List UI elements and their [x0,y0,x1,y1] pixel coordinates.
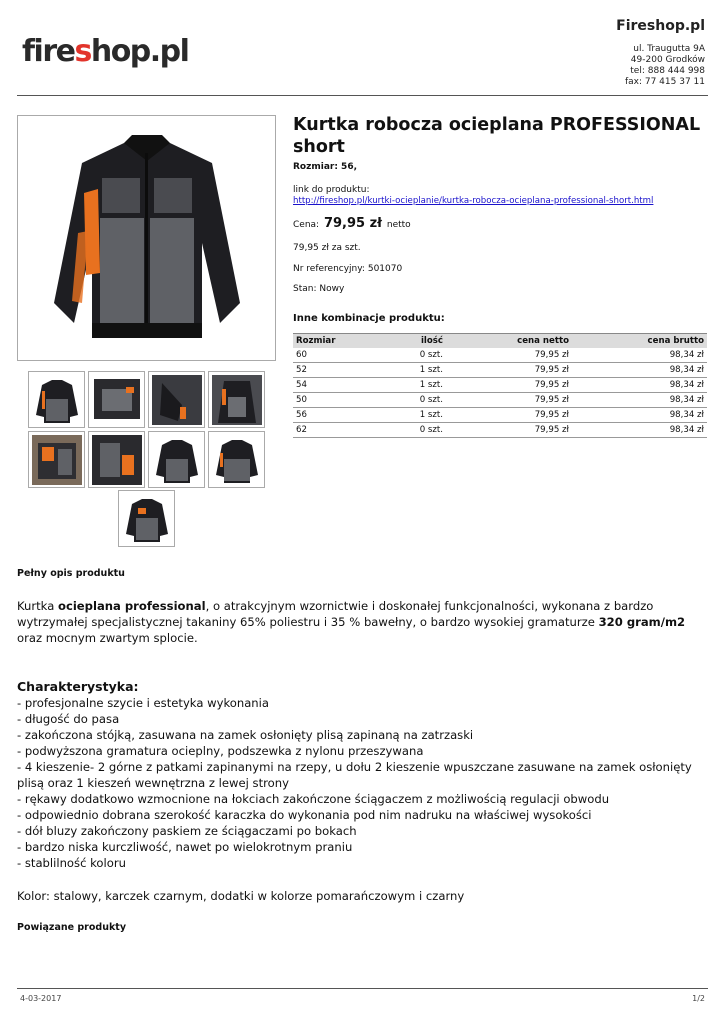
col-qty: ilość [353,334,446,348]
cell-qty: 0 szt. [353,423,446,438]
cell-gross: 98,34 zł [572,393,707,408]
address-street: ul. Traugutta 9A [633,44,705,54]
price-value: 79,95 zł [323,216,382,231]
price-suffix: netto [386,220,411,230]
table-row [293,363,707,378]
table-row [293,348,707,363]
color-info: Kolor: stalowy, karczek czarnym, dodatki w kolorze pomarańczowym i czarny [17,889,465,903]
thumbnail-1[interactable] [28,371,85,428]
list-item: - odpowiednio dobrana szerokość karaczka do wykonania pod nim nadruku na właściwej wysokości [17,808,592,822]
description-heading: Pełny opis produktu [17,568,125,579]
list-item: - długość do pasa [17,712,120,726]
jacket-image [42,123,252,353]
product-title: Kurtka robocza ocieplana PROFESSIONAL short [293,115,701,157]
cell-size: 54 [293,378,353,393]
table-row [293,423,707,438]
thumbnail-9[interactable] [118,490,175,547]
address-phone: tel: 888 444 998 [630,66,705,76]
table-row [293,408,707,423]
thumbnail-4[interactable] [208,371,265,428]
cell-size: 62 [293,423,353,438]
product-size: Rozmiar: 56, [293,162,358,172]
list-item: - profesjonalne szycie i estetyka wykonania [17,696,269,710]
cell-gross: 98,34 zł [572,378,707,393]
jacket-sleeve-icon [152,375,202,425]
jacket-alt-icon [122,494,172,544]
features-heading: Charakterystyka: [17,679,139,694]
price-label: Cena: [293,220,320,230]
thumbnail-7[interactable] [148,431,205,488]
address-city: 49-200 Grodków [630,55,705,65]
cell-gross: 98,34 zł [572,348,707,363]
jacket-back-icon [212,435,262,485]
cell-qty: 0 szt. [353,393,446,408]
jacket-thumb-icon [32,375,82,425]
cell-qty: 1 szt. [353,378,446,393]
cell-net: 79,95 zł [446,423,572,438]
cell-qty: 0 szt. [353,348,446,363]
logo-rest: hop.pl [90,34,189,69]
product-link[interactable]: http://fireshop.pl/kurtki-ocieplanie/kurtka-robocza-ocieplana-professional-short.html [293,196,654,206]
list-item: - bardzo niska kurczliwość, nawet po wielokrotnym praniu [17,840,353,854]
cell-net: 79,95 zł [446,393,572,408]
logo-main: fire [22,34,75,69]
footer-date: 4-03-2017 [20,994,62,1003]
jacket-detail-icon [92,375,142,425]
desc-part-2: ocieplana professional [58,599,206,613]
col-net-price: cena netto [446,334,572,348]
features-list [17,695,709,871]
thumbnail-2[interactable] [88,371,145,428]
list-item: - rękawy dodatkowo wzmocnione na łokciach zakończone ściągaczem z możliwością regulacji obwodu [17,792,610,806]
list-item: - stablilność koloru [17,856,126,870]
cell-gross: 98,34 zł [572,423,707,438]
thumbnail-8[interactable] [208,431,265,488]
combinations-table [293,333,707,438]
jacket-worn-icon [212,375,262,425]
related-products-heading: Powiązane produkty [17,922,127,933]
cell-size: 60 [293,348,353,363]
list-item: - dół bluzy zakończony paskiem ze ściągaczami po bokach [17,824,357,838]
cell-net: 79,95 zł [446,408,572,423]
cell-gross: 98,34 zł [572,363,707,378]
description-paragraph [17,598,709,646]
price-row [293,216,411,231]
desc-part-4: 320 gram/m2 [598,615,686,629]
page-number: 1/2 [692,994,705,1003]
list-item: - 4 kieszenie- 2 górne z patkami zapinanymi na rzepy, u dołu 2 kieszenie wpuszczane zasuwane na zamek osłonięty plisą oraz 1 kieszeń wewnętrzna z lewej strony [17,760,692,790]
product-link-label: link do produktu: [293,185,370,195]
cell-net: 79,95 zł [446,363,572,378]
table-row [293,393,707,408]
jacket-inside-icon [32,435,82,485]
cell-size: 52 [293,363,353,378]
jacket-pocket-icon [92,435,142,485]
ref-value: 501070 [367,264,403,274]
cell-size: 56 [293,408,353,423]
list-item: - podwyższona gramatura ocieplny, podszewka z nylonu przeszywana [17,744,424,758]
product-state [293,284,344,294]
footer-divider [17,988,708,989]
shop-address [625,44,705,88]
cell-net: 79,95 zł [446,348,572,363]
header-divider [17,95,708,96]
col-size: Rozmiar [293,334,353,348]
logo-accent: s [74,34,91,69]
thumbnail-5[interactable] [28,431,85,488]
combinations-heading: Inne kombinacje produktu: [293,313,445,324]
jacket-front-icon [152,435,202,485]
logo [22,34,188,69]
state-value: Nowy [319,284,345,294]
desc-part-5: oraz mocnym zwartym splocie. [17,631,198,645]
state-label: Stan: [293,284,317,294]
shop-name: Fireshop.pl [616,18,705,34]
cell-qty: 1 szt. [353,408,446,423]
cell-qty: 1 szt. [353,363,446,378]
thumbnail-6[interactable] [88,431,145,488]
col-gross-price: cena brutto [572,334,707,348]
table-row [293,378,707,393]
list-item: - zakończona stójką, zasuwana na zamek osłonięty plisą zapinaną na zatrzaski [17,728,474,742]
ref-label: Nr referencyjny: [293,264,365,274]
price-per-unit: 79,95 zł za szt. [293,243,361,253]
desc-part-1: Kurtka [17,599,58,613]
cell-net: 79,95 zł [446,378,572,393]
address-fax: fax: 77 415 37 11 [624,77,705,87]
thumbnail-3[interactable] [148,371,205,428]
cell-gross: 98,34 zł [572,408,707,423]
table-header-row [293,334,707,348]
main-product-image[interactable] [17,115,276,361]
cell-size: 50 [293,393,353,408]
desc-part-3: , o atrakcyjnym wzornictwie i doskonałej funkcjonalności, wykonana z bardzo wytrzymałej specjalistycznej takaniny 65% poliestru i 35 % bawełny, o bardzo wysokiej gramaturze [17,599,654,629]
reference-number [293,264,402,274]
